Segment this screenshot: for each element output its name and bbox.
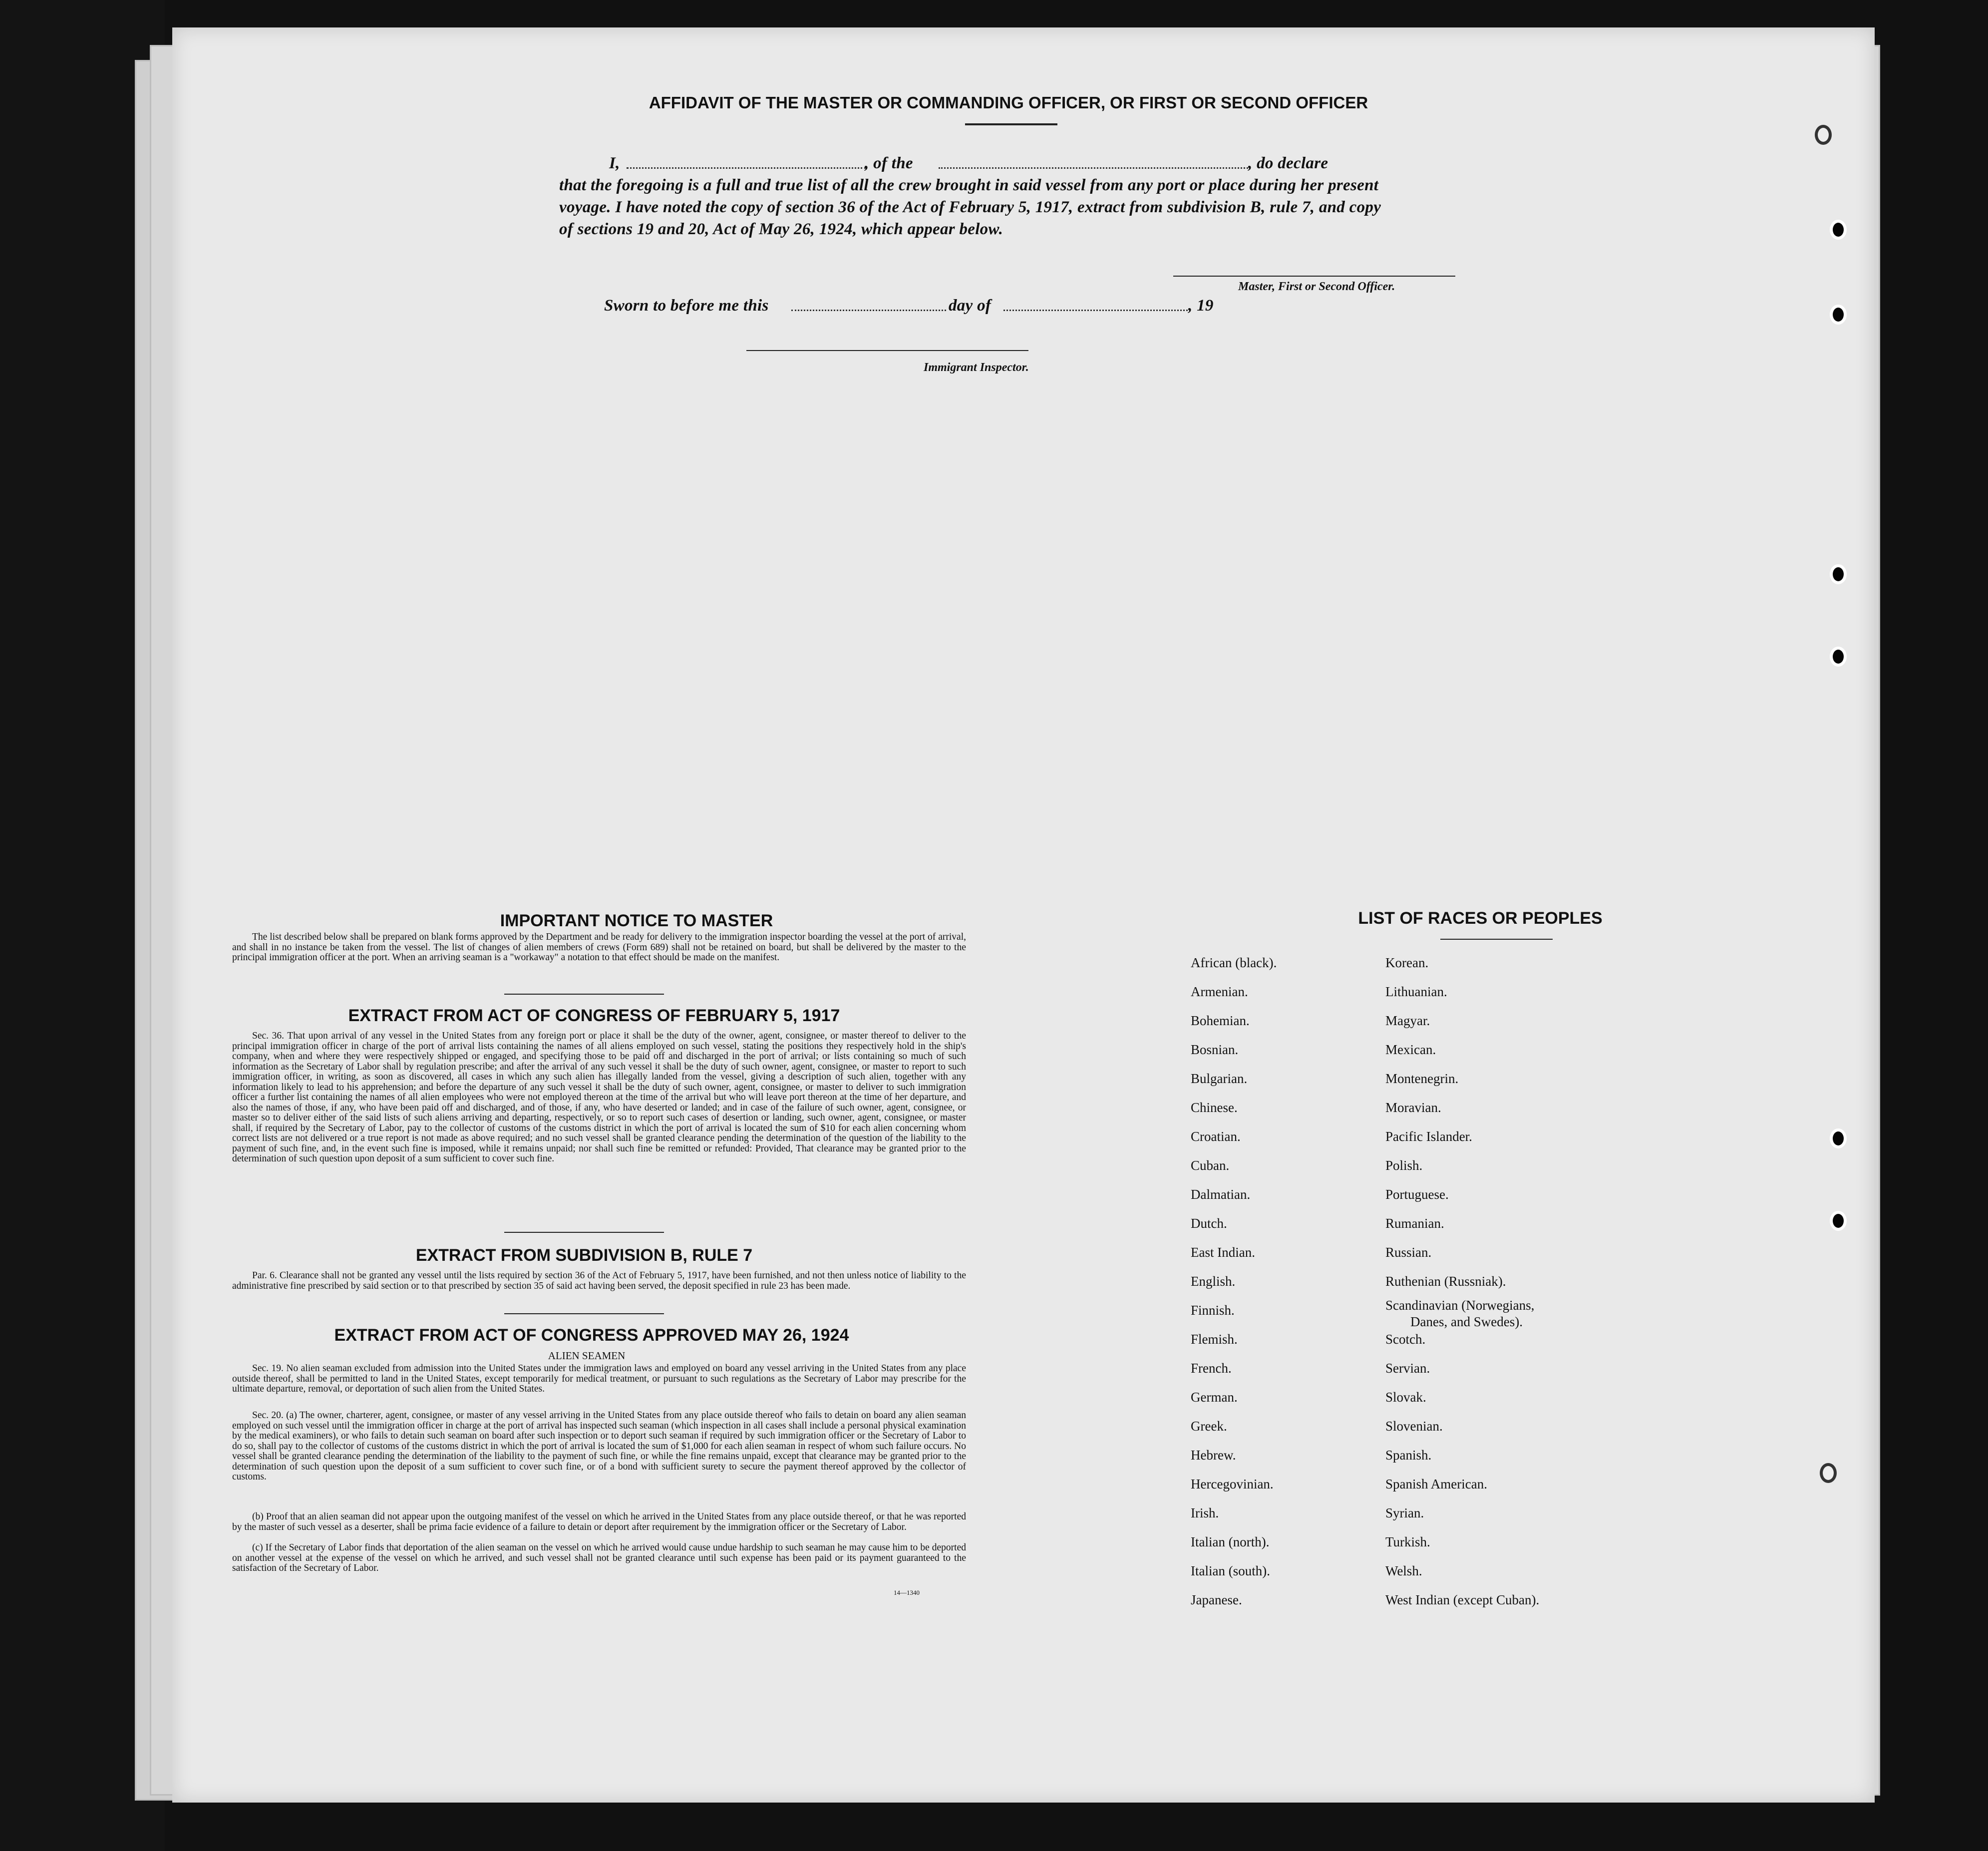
race-item: Bulgarian. xyxy=(1191,1071,1248,1086)
master-label: Master, First or Second Officer. xyxy=(1238,280,1395,293)
race-item: Japanese. xyxy=(1191,1592,1242,1607)
year-text: , 19 xyxy=(1188,297,1214,315)
race-item: Croatian. xyxy=(1191,1129,1241,1144)
race-item: Moravian. xyxy=(1385,1100,1441,1115)
affidavit-line-2: that the foregoing is a full and true list of all the crew brought in said vessel from any port or place during her present xyxy=(559,176,1379,194)
affidavit-line-4: of sections 19 and 20, Act of May 26, 1924, which appear below. xyxy=(559,220,1003,238)
day-blank xyxy=(791,310,946,311)
race-item: Greek. xyxy=(1191,1419,1227,1434)
race-item: Dutch. xyxy=(1191,1216,1227,1231)
race-item: Irish. xyxy=(1191,1505,1219,1520)
race-item: Montenegrin. xyxy=(1385,1071,1459,1086)
race-item: Flemish. xyxy=(1191,1332,1238,1347)
form-number: 14—1340 xyxy=(894,1589,920,1596)
race-item: Hebrew. xyxy=(1191,1448,1236,1463)
race-item: Spanish American. xyxy=(1385,1477,1487,1491)
affidavit-title: AFFIDAVIT OF THE MASTER OR COMMANDING OFFICER, OR FIRST OR SECOND OFFICER xyxy=(649,93,1368,112)
race-item: French. xyxy=(1191,1361,1232,1376)
affidavit-declare: , do declare xyxy=(1248,154,1328,172)
binder-hole xyxy=(1830,220,1847,240)
race-item: Slovenian. xyxy=(1385,1419,1443,1434)
race-item: Italian (north). xyxy=(1191,1534,1270,1549)
month-blank xyxy=(1003,310,1191,311)
separator xyxy=(504,1232,664,1233)
races-title-rule xyxy=(1440,939,1553,940)
race-item: West Indian (except Cuban). xyxy=(1385,1592,1540,1607)
sworn-text: Sworn to before me this xyxy=(604,297,769,315)
extract-rule7-body: Par. 6. Clearance shall not be granted any vessel until the lists required by section 36 of the Act of February 5, 1917, have been furnished, and not then unless notice of liability to the administrative fine prescribed by said section or to that prescribed by section 35 of said act having been served, the deposit specified in rule 23 has been made. xyxy=(232,1270,966,1291)
binder-hole xyxy=(1830,1128,1847,1148)
sec20b-body: (b) Proof that an alien seaman did not appear upon the outgoing manifest of the vessel on which he arrived in the United States from any place outside thereof, or that he was reported by the master of such vessel as a deserter, shall be prima facie evidence of a failure to detain or deport after requirement by the immigration officer or the Secretary of Labor. xyxy=(232,1511,966,1532)
binder-hole xyxy=(1830,564,1847,584)
sec20c-body: (c) If the Secretary of Labor finds that deportation of the alien seaman on the vessel on which he arrived would cause undue hardship to such seaman he may cause him to be deported on another vessel at the expense of the vessel on which he arrived, and such vessel shall not be granted clearance until such expense has been paid or its payment guaranteed to the satisfaction of the Secretary of Labor. xyxy=(232,1542,966,1573)
race-item: Syrian. xyxy=(1385,1505,1424,1520)
extract-1924-title: EXTRACT FROM ACT OF CONGRESS APPROVED MAY 26, 1924 xyxy=(334,1326,849,1345)
race-item: Pacific Islander. xyxy=(1385,1129,1472,1144)
sec20a-body: Sec. 20. (a) The owner, charterer, agent, consignee, or master of any vessel arriving in the United States from any place outside thereof who fails to detain on board any alien seaman employed on such vessel until the immigration officer in charge at the port of arrival has inspected such seaman (which inspection in all cases shall include a personal physical examination by the medical examiners), or who fails to detain such seaman on board after such inspection or to deport such seaman if required by such immigration officer or the Secretary of Labor to do so, shall pay to the collector of customs of the customs district in which the port of arrival is located the sum of $1,000 for each alien seaman in respect of whom such failure occurs. No vessel shall be granted clearance pending the determination of the liability to the payment of such fine, or while the fine remains unpaid, except that clearance may be granted prior to the determination of such question upon the deposit of a sum sufficient to cover such fine, or of a bond with sufficient surety to secure the payment thereof approved by the collector of customs. xyxy=(232,1410,966,1482)
race-item: Scotch. xyxy=(1385,1332,1426,1347)
race-item: African (black). xyxy=(1191,955,1277,970)
race-item: Scandinavian (Norwegians, xyxy=(1385,1298,1535,1313)
race-item: Spanish. xyxy=(1385,1448,1432,1463)
notice-title: IMPORTANT NOTICE TO MASTER xyxy=(500,911,773,930)
race-item: Servian. xyxy=(1385,1361,1430,1376)
binder-hole xyxy=(1830,647,1847,667)
separator xyxy=(504,1313,664,1314)
master-signature-line xyxy=(1173,276,1455,277)
race-item: Ruthenian (Russniak). xyxy=(1385,1274,1506,1289)
binder-hole xyxy=(1830,305,1847,325)
race-item: Portuguese. xyxy=(1385,1187,1449,1202)
race-item: Welsh. xyxy=(1385,1563,1422,1578)
binder-hole xyxy=(1820,1463,1837,1483)
day-of-text: day of xyxy=(949,297,992,315)
extract-1917-body: Sec. 36. That upon arrival of any vessel in the United States from any foreign port or place it shall be the duty of the owner, agent, consignee, or master thereof to deliver to the principal immigration officer in charge of the port of arrival lists containing the names of all aliens employed on such vessel, stating the positions they respectively hold in the ship's company, when and where they were respectively shipped or engaged, and specifying those to be paid off and discharged in the port of arrival; or lists containing so much of such information as the Secretary of Labor shall by regulation prescribe; and after the arrival of any such vessel it shall be the duty of such owner, agent, consignee, or master to report to such immigration officer, in writing, as soon as discovered, all cases in which any such alien has illegally landed from the vessel, giving a description of such alien, together with any information likely to lead to his apprehension; and before the departure of any such vessel it shall be the duty of such owner, agent, consignee, or master to deliver to such immigration officer a further list containing the names of all alien employees who were not employed thereon at the time of the arrival but who will leave port thereon at the time of her departure, and also the names of those, if any, who have been paid off and discharged, and of those, if any, who have deserted or landed; and in case of the failure of such owner, agent, consignee, or master so to deliver either of the said lists of such aliens arriving and departing, respectively, or so to report such cases of desertion or landing, such owner, agent, consignee, or master shall, if required by the Secretary of Labor, pay to the collector of customs of the customs district in which the port of arrival is located the sum of $10 for each alien concerning whom correct lists are not delivered or a true report is not made as above required; and no such vessel shall be granted clearance pending the determination of the question of the liability to the payment of such fine, and, in the event such fine is imposed, while it remains unpaid; nor shall such fine be remitted or refunded: Provided, That clearance may be granted prior to the determination of such question upon deposit of a sum sufficient to cover such fine. xyxy=(232,1031,966,1164)
race-item: Bohemian. xyxy=(1191,1013,1250,1028)
race-item: Magyar. xyxy=(1385,1013,1430,1028)
notice-body: The list described below shall be prepared on blank forms approved by the Department and be ready for delivery to the immigration inspector boarding the vessel at the port of arrival, and shall in no instance be taken from the vessel. The list of changes of alien members of crews (Form 689) shall not be retained on board, but shall be delivered by the master to the principal immigration officer at the port. When an arriving seaman is a "workaway" a notation to that effect should be made on the manifest. xyxy=(232,932,966,963)
race-item: Dalmatian. xyxy=(1191,1187,1251,1202)
race-item: Rumanian. xyxy=(1385,1216,1444,1231)
affidavit-of-the: , of the xyxy=(865,154,913,172)
race-item: Bosnian. xyxy=(1191,1042,1239,1057)
race-item: German. xyxy=(1191,1390,1238,1405)
binder-hole xyxy=(1830,1211,1847,1231)
race-item: Mexican. xyxy=(1385,1042,1436,1057)
race-item: Russian. xyxy=(1385,1245,1432,1260)
inspector-signature-line xyxy=(746,350,1028,351)
extract-rule7-title: EXTRACT FROM SUBDIVISION B, RULE 7 xyxy=(415,1246,753,1265)
race-item: Turkish. xyxy=(1385,1534,1430,1549)
race-item: English. xyxy=(1191,1274,1236,1289)
race-item-scandinavian-cont: Danes, and Swedes). xyxy=(1410,1314,1523,1329)
affidavit-line-3: voyage. I have noted the copy of section 36 of the Act of February 5, 1917, extract from subdivision B, rule 7, and copy xyxy=(559,198,1381,216)
affidavit-i: I, xyxy=(609,154,620,172)
race-item: Lithuanian. xyxy=(1385,984,1447,999)
race-item: Chinese. xyxy=(1191,1100,1238,1115)
race-item: Korean. xyxy=(1385,955,1429,970)
race-item: Polish. xyxy=(1385,1158,1423,1173)
race-item: Italian (south). xyxy=(1191,1563,1270,1578)
races-title: LIST OF RACES OR PEOPLES xyxy=(1358,909,1603,928)
binder-hole xyxy=(1815,125,1832,145)
race-item: Cuban. xyxy=(1191,1158,1230,1173)
title-rule xyxy=(965,123,1057,125)
separator xyxy=(504,994,664,995)
race-item: Slovak. xyxy=(1385,1390,1426,1405)
form-page xyxy=(172,27,1875,1803)
inspector-label: Immigrant Inspector. xyxy=(924,361,1029,374)
name-blank xyxy=(627,167,866,169)
extract-1917-title: EXTRACT FROM ACT OF CONGRESS OF FEBRUARY 5, 1917 xyxy=(348,1006,840,1025)
sec19-body: Sec. 19. No alien seaman excluded from admission into the United States under the immigration laws and employed on board any vessel arriving in the United States from any place outside thereof, shall be permitted to land in the United States, except temporarily for medical treatment, or pursuant to such regulations as the Secretary of Labor may prescribe for the ultimate departure, removal, or deportation of such alien from the United States. xyxy=(232,1363,966,1394)
race-item: Armenian. xyxy=(1191,984,1248,999)
race-item: Finnish. xyxy=(1191,1303,1235,1318)
alien-seamen-subtitle: ALIEN SEAMEN xyxy=(548,1350,626,1362)
race-item: East Indian. xyxy=(1191,1245,1255,1260)
race-item: Hercegovinian. xyxy=(1191,1477,1274,1491)
vessel-blank xyxy=(939,167,1251,169)
